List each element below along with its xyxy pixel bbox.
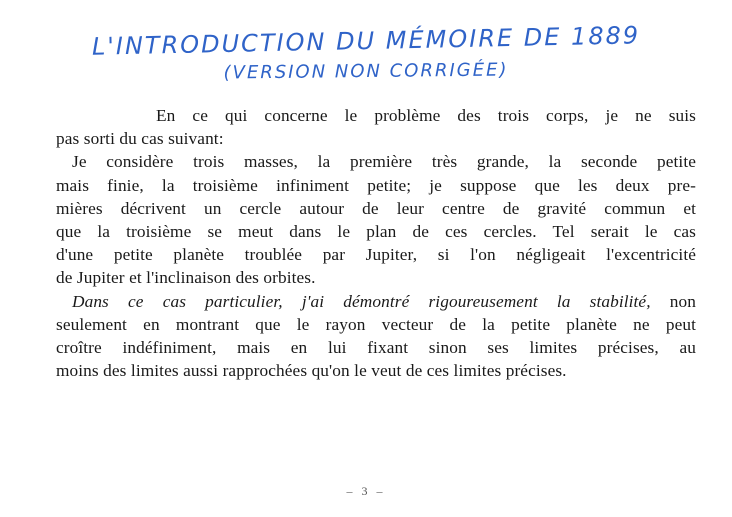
paragraph-1-line-1: En ce qui concerne le problème des trois corps, je ne suis [156,106,696,125]
body-text [56,104,696,382]
paragraph-3-line-1-rest: non [650,291,696,311]
handwritten-subtitle: (VERSION NON CORRIGÉE) [223,59,509,84]
paragraph-3-line-2: seulement en montrant que le rayon vecteur de la petite planète ne peut [56,314,696,334]
handwritten-title: L'INTRODUCTION DU MÉMOIRE DE 1889 [91,21,641,61]
paragraph-3-line-1 [56,290,696,313]
paragraph-1-line-2: pas sorti du cas suivant: [56,129,224,149]
paragraph-3-line-3: croître indéfiniment, mais en lui fixant sinon ses limites précises, au [56,337,696,357]
paragraph-2-line-2: mais finie, la troisième infiniment petite; je suppose que les deux pre- [56,175,696,195]
paragraph-2-line-5: d'une petite planète troublée par Jupiter, si l'on négligeait l'excentricité [56,245,696,265]
paragraph-2-line-6: de Jupiter et l'inclinaison des orbites. [56,268,316,288]
paragraph-3-line-4: moins des limites aussi rapprochées qu'on le veut de ces limites précises. [56,361,567,381]
paragraph-2-line-3: mières décrivent un cercle autour de leur centre de gravité commun et [56,198,696,218]
page-number: – 3 – [346,484,386,498]
paragraph-2-line-4: que la troisième se meut dans le plan de ces cercles. Tel serait le cas [56,221,696,241]
paragraph-2-line-1: Je considère trois masses, la première très grande, la seconde petite [72,152,696,172]
stability-statement: Dans ce cas particulier, j'ai démontré rigoureusement la stabilité, [72,291,651,311]
